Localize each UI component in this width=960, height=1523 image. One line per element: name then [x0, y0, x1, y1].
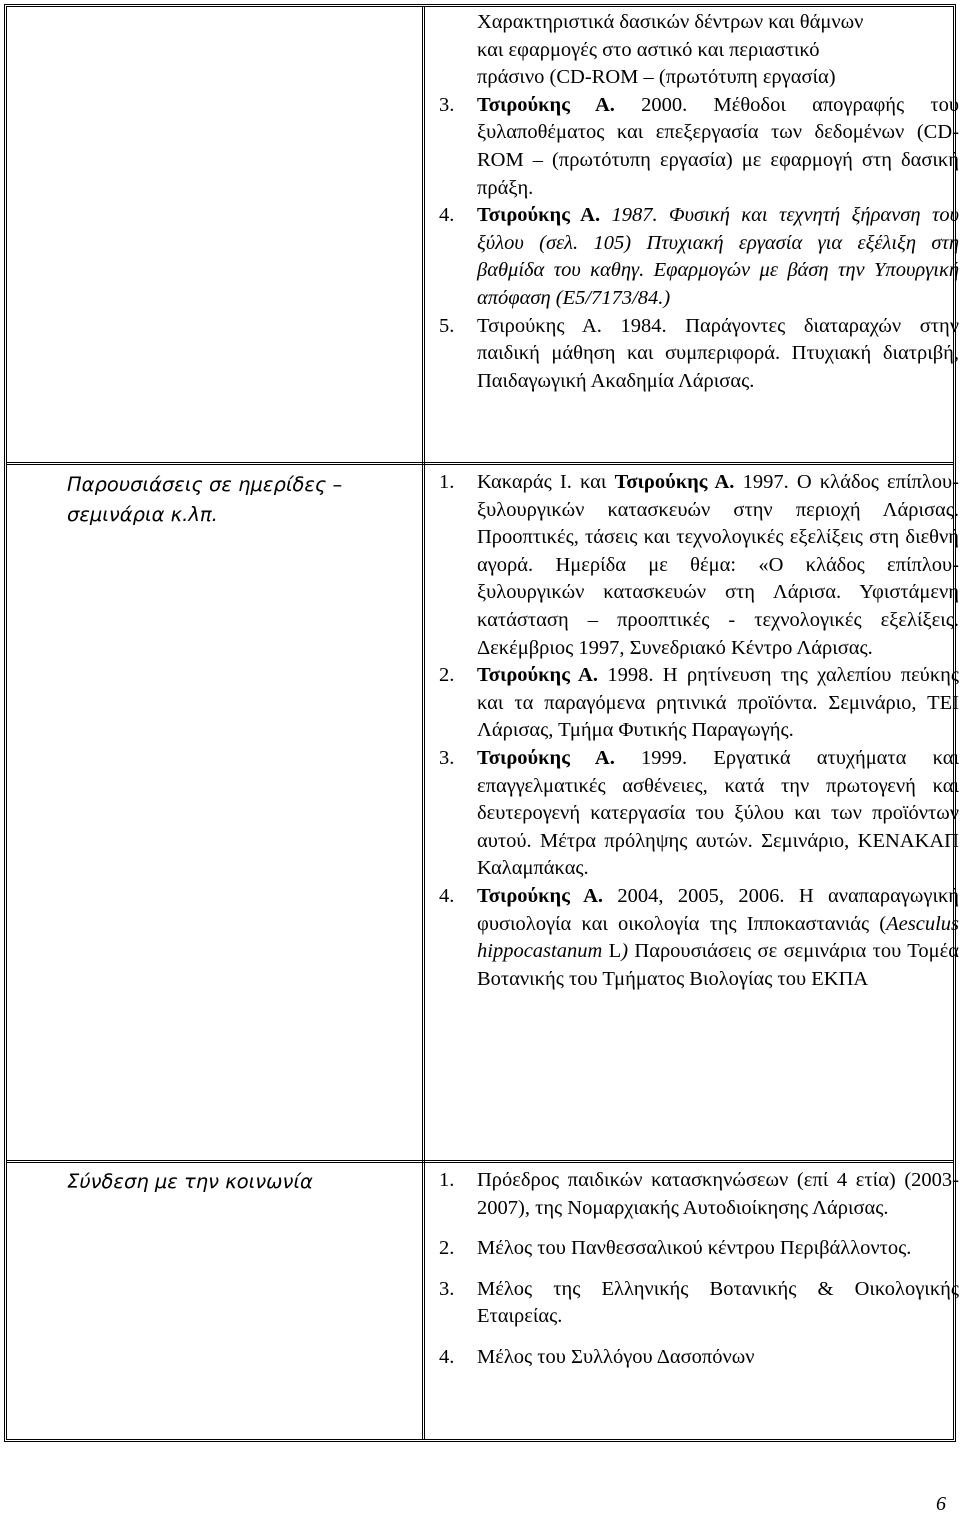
item-number: 3.: [439, 1277, 455, 1300]
item-number: 1.: [439, 471, 455, 493]
page-number: 6: [936, 1493, 946, 1515]
list-item: [439, 202, 959, 312]
society-list: [439, 1167, 959, 1372]
author-name: Τσιρούκης Α.: [614, 471, 735, 493]
item-text: 1999. Εργατικά ατυχήματα και επαγγελματικές ασθένειες, κατά την πρωτογενή και δευτερογενή κατεργασία του ξύλου και των προϊόντων αυτού. Μέτρα πρόληψης αυτών. Σεμινάριο, ΚΕΝΑΚΑΠ Καλαμπάκας.: [477, 746, 960, 880]
item-text: ): [621, 940, 629, 963]
item-text: Πρόεδρος παιδικών κατασκηνώσεων (επί 4 ετία) (2003-2007), της Νομαρχιακής Αυτοδιοίκησης Λάρισας.: [477, 1169, 959, 1219]
author-name: Τσιρούκης Α.: [477, 204, 601, 227]
list-item: [439, 469, 959, 662]
author-name: Τσιρούκης Α.: [477, 884, 604, 907]
item-text: Μέλος του Συλλόγου Δασοπόνων: [477, 1345, 755, 1368]
presentations-list: [439, 469, 959, 993]
item-number: 4.: [439, 204, 455, 227]
item-text: 1997. Ο κλάδος επίπλου-ξυλουργικών κατασκευών στην περιοχή Λάρισας. Προοπτικές, τάσεις και τεχνολογικές εξελίξεις στη διεθνή αγορά. Ημερίδα με θέμα: «Ο κλάδος επίπλου-ξυλουργικών κατασκευών στη Λάρισα. Υφιστάμενη κατάσταση – προοπτικές - τεχνολογικές εξελίξεις. Δεκέμβριος 1997, Συνεδριακό Κέντρο Λάρισας.: [477, 471, 959, 659]
item-text: Τσιρούκης Α. 1984. Παράγοντες διαταραχών στην παιδική μάθηση και συμπεριφορά. Πτυχιακή διατριβή, Παιδαγωγική Ακαδημία Λάρισας.: [477, 314, 959, 392]
item-text: Μέλος του Πανθεσσαλικού κέντρου Περιβάλλοντος.: [477, 1237, 912, 1260]
section-label-society: Σύνδεση με την κοινωνία: [67, 1170, 313, 1193]
item-number: 2.: [439, 1237, 455, 1260]
column-divider: [422, 7, 425, 1439]
item-text: 2004, 2005, 2006. Η αναπαραγωγική φυσιολογία και οικολογία της Ιπποκαστανιάς (: [477, 884, 960, 935]
item-text: Κακαράς Ι. και: [477, 471, 607, 493]
item-number: 3.: [439, 746, 455, 769]
list-item: [439, 1344, 959, 1372]
author-name: Τσιρούκης Α.: [477, 664, 598, 687]
item-text: L: [602, 940, 622, 963]
list-item: [439, 745, 959, 883]
item-number: 4.: [439, 1345, 455, 1368]
row-divider: [7, 1160, 953, 1163]
list-item: [439, 1235, 959, 1263]
item-text: 2000. Μέθοδοι απογραφής του ξυλαποθέματος και επεξεργασία των δεδομένων (CD-ROM – (πρωτότυπη εργασία) με εφαρμογή στη δασική πράξη.: [477, 93, 959, 199]
item-number: 4.: [439, 884, 455, 907]
author-name: Τσιρούκης Α.: [477, 746, 615, 769]
list-item: [439, 662, 959, 745]
item-number: 1.: [439, 1169, 455, 1191]
item-text: Παρουσιάσεις σε σεμινάρια του Τομέα Βοτανικής του Τμήματος Βιολογίας του ΕΚΠΑ: [477, 940, 959, 990]
list-item: [439, 1276, 959, 1331]
list-item: [439, 883, 959, 993]
cv-table: [4, 4, 960, 1442]
text-line: και εφαρμογές στο αστικό και περιαστικό: [477, 38, 820, 61]
item-text: 1998. Η ρητίνευση της χαλεπίου πεύκης και τα παραγόμενα ρητινικά προϊόντα. Σεμινάριο, ΤΕΙ Λάρισας, Τμήμα Φυτικής Παραγωγής.: [477, 664, 959, 742]
item-text: Μέλος της Ελληνικής Βοτανικής & Οικολογικής Εταιρείας.: [477, 1277, 959, 1328]
item-text: 1987. Φυσική και τεχνητή ξήρανση του ξύλου (σελ. 105) Πτυχιακή εργασία για εξέλιξη στη βαθμίδα του καθηγ. Εφαρμογών με βάση την Υπουργική απόφαση (Ε5/7173/84.): [477, 204, 959, 309]
publications-continued: [439, 9, 959, 395]
list-item: [439, 313, 959, 396]
author-name: Τσιρούκης Α.: [477, 93, 615, 116]
text-line: πράσινο (CD-ROM – (πρωτότυπη εργασία): [477, 66, 836, 89]
item-number: 5.: [439, 314, 455, 337]
item-number: 2.: [439, 664, 455, 687]
item-number: 3.: [439, 93, 455, 116]
text-line: Χαρακτηριστικά δασικών δέντρων και θάμνων: [477, 11, 864, 33]
species-name: Aesculus hippocastanum: [477, 912, 959, 963]
section-label-presentations: Παρουσιάσεις σε ημερίδες – σεμινάρια κ.λπ.: [67, 473, 343, 526]
list-item: [439, 92, 959, 202]
list-item: [439, 1167, 959, 1222]
row-divider: [7, 462, 953, 465]
